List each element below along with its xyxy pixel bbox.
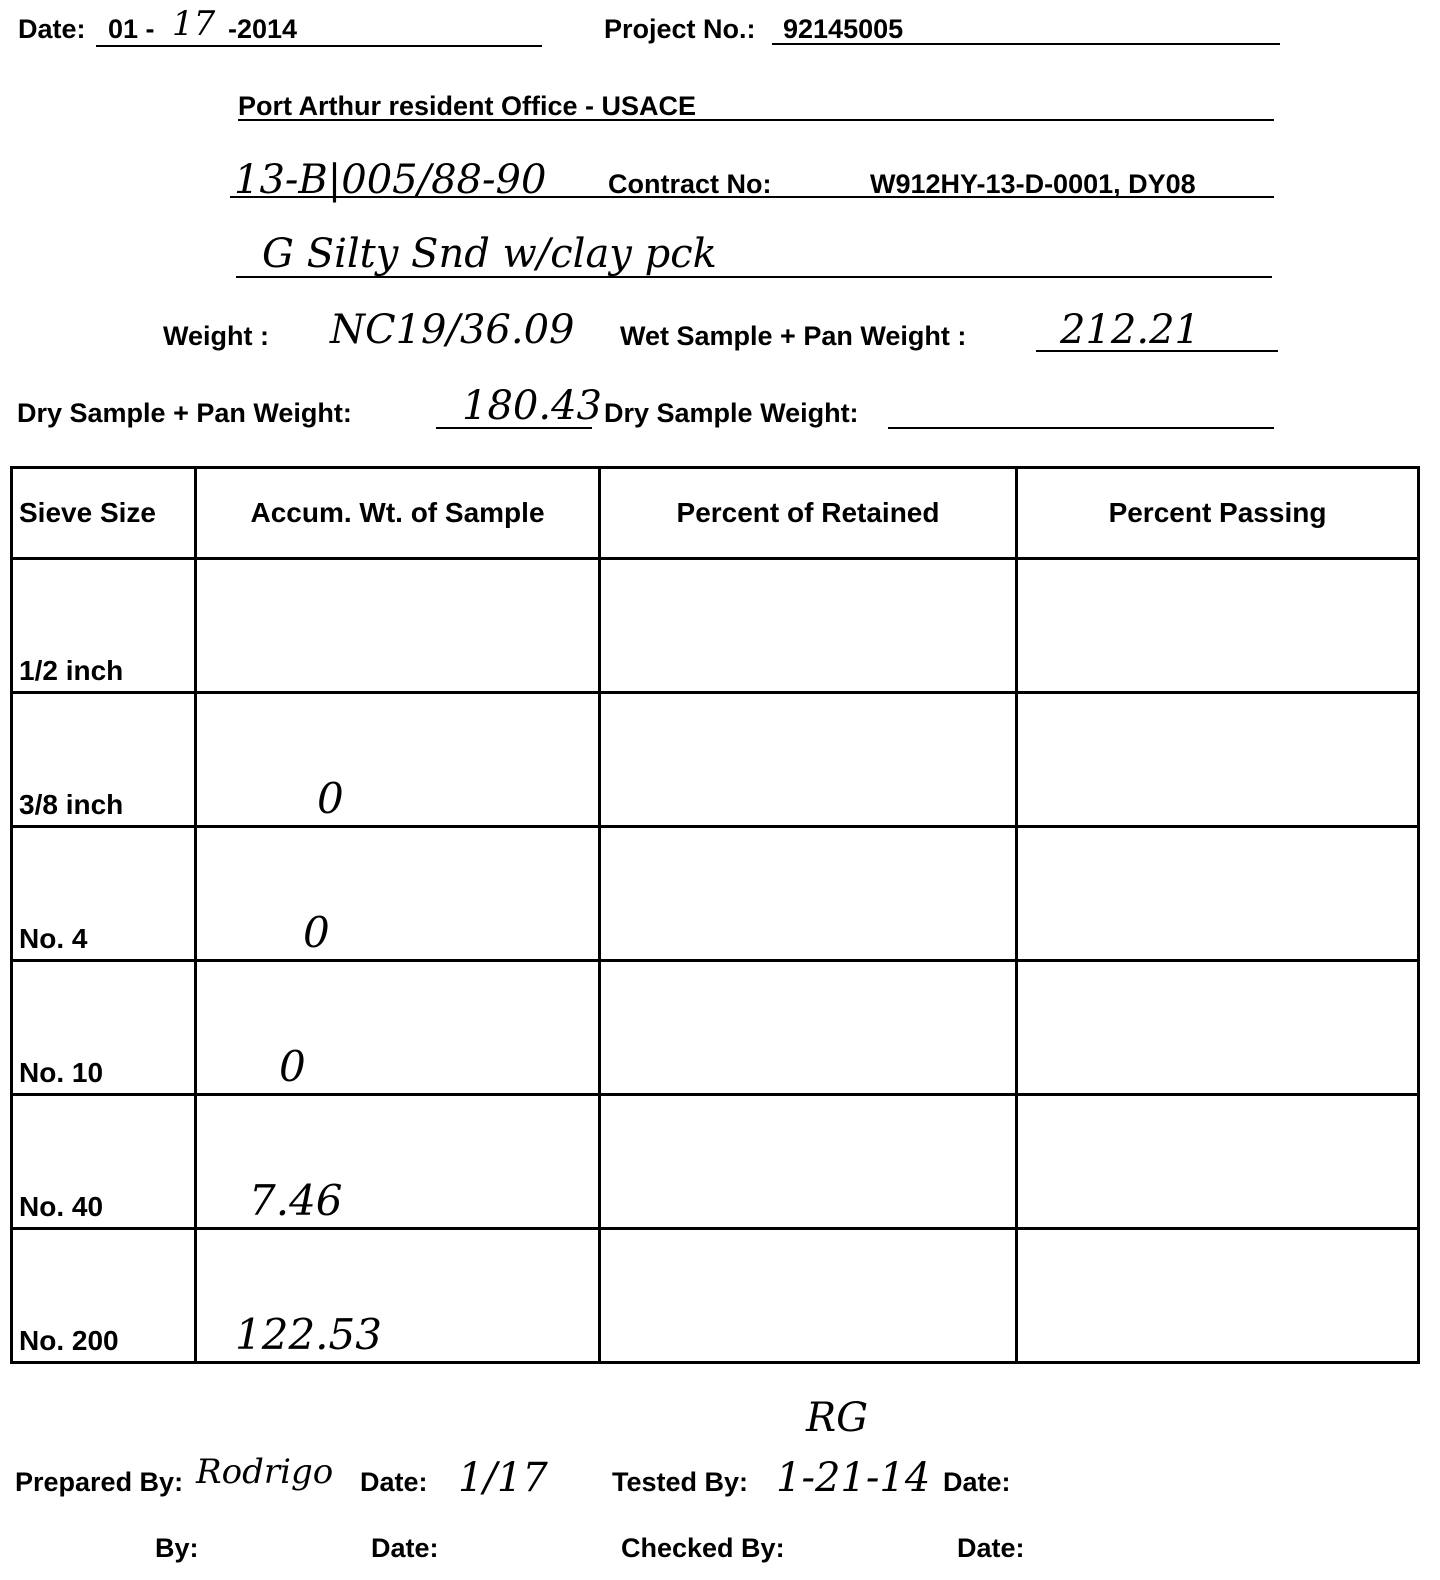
retained-cell: [600, 1229, 1017, 1363]
contract-underline: [230, 196, 1274, 198]
project-label: Project No.:: [604, 14, 756, 44]
dry-pan-label: Dry Sample + Pan Weight:: [17, 398, 352, 428]
retained-cell: [600, 961, 1017, 1095]
prepared-date-label: Date:: [360, 1467, 428, 1497]
sieve-size-cell: No. 4: [12, 827, 196, 961]
sieve-table: [10, 466, 1420, 1364]
date-year: -2014: [228, 14, 298, 44]
retained-cell: [600, 693, 1017, 827]
tested-by-value: 1-21-14: [776, 1455, 931, 1501]
wet-underline: [1036, 350, 1278, 352]
accum-value: 0: [279, 1042, 306, 1091]
by-date-label: Date:: [371, 1533, 439, 1563]
date-day: 17: [172, 4, 216, 44]
prepared-date-value: 1/17: [458, 1455, 548, 1501]
weight-label: Weight :: [163, 321, 269, 351]
description-underline: [236, 276, 1272, 278]
tested-by-label: Tested By:: [612, 1467, 749, 1497]
date-underline: [96, 45, 542, 47]
accum-value: 0: [303, 908, 330, 957]
dry-weight-label: Dry Sample Weight:: [604, 398, 859, 428]
weight-value: NC19/36.09: [330, 307, 575, 353]
sample-description: G Silty Snd w/clay pck: [262, 231, 717, 277]
accum-value: 0: [317, 774, 344, 823]
wet-label: Wet Sample + Pan Weight :: [620, 321, 967, 351]
table-row: [12, 961, 1419, 1095]
accum-cell: [196, 961, 600, 1095]
header-percent-retained: Percent of Retained: [600, 468, 1017, 559]
sieve-size-cell: No. 40: [12, 1095, 196, 1229]
passing-cell: [1017, 961, 1419, 1095]
table-row: [12, 827, 1419, 961]
checked-date-label: Date:: [957, 1533, 1025, 1563]
header-percent-passing: Percent Passing: [1017, 468, 1419, 559]
retained-cell: [600, 559, 1017, 693]
table-row: [12, 1095, 1419, 1229]
tested-date-label: Date:: [943, 1467, 1011, 1497]
project-underline: [772, 43, 1280, 45]
dry-weight-underline: [888, 427, 1274, 429]
accum-cell: [196, 693, 600, 827]
retained-cell: [600, 1095, 1017, 1229]
sieve-size-cell: 3/8 inch: [12, 693, 196, 827]
prepared-by-label: Prepared By:: [15, 1467, 184, 1497]
checked-by-label: Checked By:: [621, 1533, 785, 1563]
sieve-size-cell: No. 10: [12, 961, 196, 1095]
passing-cell: [1017, 559, 1419, 693]
office-name: Port Arthur resident Office - USACE: [238, 91, 697, 121]
date-month: 01 -: [108, 14, 155, 44]
accum-value: 122.53: [235, 1310, 382, 1359]
accum-value: 7.46: [249, 1176, 343, 1225]
table-header-row: [12, 468, 1419, 559]
passing-cell: [1017, 827, 1419, 961]
tested-by-initials: RG: [806, 1395, 869, 1441]
passing-cell: [1017, 1095, 1419, 1229]
table-row: [12, 693, 1419, 827]
by-label: By:: [155, 1533, 199, 1563]
dry-pan-underline: [436, 427, 592, 429]
header-accum-wt: Accum. Wt. of Sample: [196, 468, 600, 559]
date-label: Date:: [18, 14, 86, 44]
contract-value: W912HY-13-D-0001, DY08: [870, 169, 1196, 199]
sieve-size-cell: 1/2 inch: [12, 559, 196, 693]
accum-cell: [196, 559, 600, 693]
accum-cell: [196, 1095, 600, 1229]
retained-cell: [600, 827, 1017, 961]
table-row: [12, 559, 1419, 693]
sieve-size-cell: No. 200: [12, 1229, 196, 1363]
dry-pan-value: 180.43: [462, 383, 602, 429]
project-value: 92145005: [783, 14, 904, 44]
prepared-by-value: Rodrigo: [196, 1452, 334, 1492]
wet-value: 212.21: [1060, 307, 1200, 353]
boring-id: 13-B|005/88-90: [234, 157, 547, 203]
office-underline: [238, 119, 1274, 121]
contract-label: Contract No:: [608, 169, 772, 199]
passing-cell: [1017, 693, 1419, 827]
table-row: [12, 1229, 1419, 1363]
header-sieve-size: Sieve Size: [12, 468, 196, 559]
accum-cell: [196, 1229, 600, 1363]
accum-cell: [196, 827, 600, 961]
passing-cell: [1017, 1229, 1419, 1363]
